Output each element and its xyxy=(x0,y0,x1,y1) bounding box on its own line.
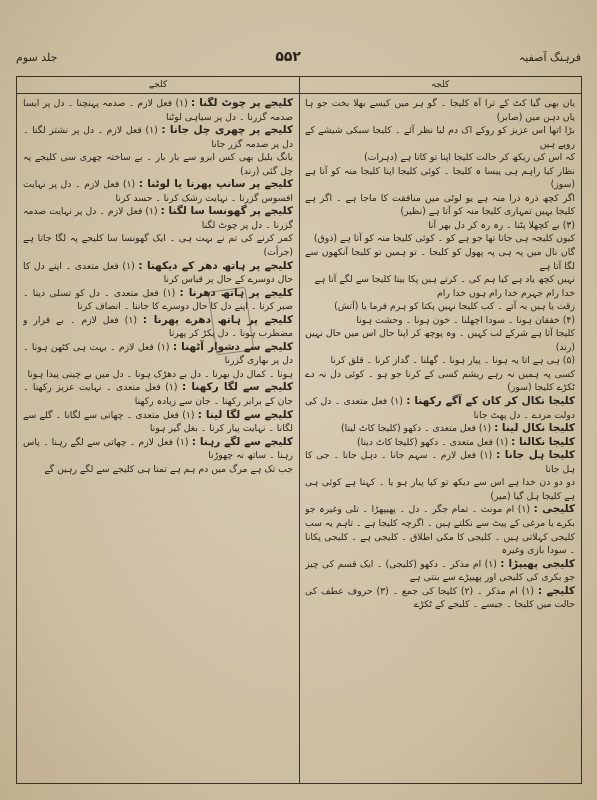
dictionary-entry: (۵) ہی ہے اتا یہ ہونا ۔ پیار ہونا ۔ گھلنا ۔ گداز کرنا ۔ قلق کرنا xyxy=(330,355,575,367)
column-divider xyxy=(299,77,300,783)
page-number: ۵۵۲ xyxy=(275,49,301,65)
dictionary-entry: کلیجے پر ہاتھ دھرنا : (۱) فعل متعدی ۔ دل کو تسلی دینا ۔ صبر کرنا ۔ اپنے دل کا حال دوسرے کا جاننا ۔ انصاف کرنا xyxy=(23,286,293,313)
dictionary-entry: کلیجے پر چوٹ لگنا : (۱) فعل لازم ۔ صدمہ پہنچنا ۔ دل پر ایسا صدمہ گزرنا ۔ دل پر سیاہی لوٹنا xyxy=(23,97,293,123)
dictionary-entry: ہونا ۔ کمال دل بھرنا ۔ دل بے دھڑک ہونا ۔ دل میں بے چینی پیدا ہونا xyxy=(27,368,293,380)
headword: کلیجے پر ہاتھ دھر کے دیکھنا : xyxy=(138,259,293,272)
dictionary-entry: کیوں کلیجہ ہی جاتا تھا جو ہے کو ۔ کوئی کلیجا منہ کو آتا ہے (ذوق) xyxy=(313,233,575,245)
dictionary-entry: کلیجے پر ہاتھ دھر کے دیکھنا : (۱) فعل متعدی ۔ اپنے دل کا حال دوسرے کے حال پر قیاس کرنا xyxy=(23,259,293,286)
dictionary-entry: گاں نال میں پہ ہی پہ پھول کو کلیجا ۔ تو ہمیں تو کلیجا آنکھوں سے لگا آتا ہے xyxy=(305,247,575,272)
dictionary-entry: کلیجے : (۱) ام مذکر ۔ (۲) کلیجا کی جمع ۔ (۳) حروف عطف کی حالت میں کلیجا ۔ جیسے ۔ کلیجے کے ٹکڑے xyxy=(305,584,575,611)
headword: کلیجا نکال لینا : xyxy=(494,422,575,435)
dictionary-entry: کلیجے پر سانپ پھرنا یا لوٹنا : (۱) فعل لازم ۔ دل پر نہایت افسوس گزرنا ۔ نہایت رشک کرنا ۔ حسد کرنا xyxy=(23,178,293,204)
dictionary-entry: کلیجے سے لگا رکھنا : (۱) فعل متعدی ۔ نہایت عزیز رکھنا ۔ جان کے برابر رکھنا ۔ جان سے زیادہ رکھنا xyxy=(23,381,293,408)
headword: کلیجے پر گھونسا سا لگنا : xyxy=(160,205,293,218)
headword: کلیجے : xyxy=(537,584,575,597)
dictionary-entry: کلیجی : (۱) ام مونث ۔ تمام جگر ۔ دل ۔ پھیپھڑا ۔ تلی وغیرہ جو بکرے یا مرغی کے پیٹ سے نکلتے ہیں ۔ اگرچہ کلیجا ہے ۔ تاہم یہ سب کلیجی کہلاتی ہیں ۔ کلیجی کا مکی اطلاق ۔ کلیجی ہے ۔ کلیجی پکانا ۔ سودا بازی وغیرہ xyxy=(305,503,575,557)
headword: کلیجے پر سانپ پھرنا یا لوٹنا : xyxy=(138,178,293,191)
dictionary-entry: کلیجے سے دشوار آٹھنا : (۱) فعل لازم ۔ بہت ہی کٹھن ہونا ۔ دل پر بھاری گزرنا xyxy=(23,340,293,367)
headword: کلیجا ہل جانا : xyxy=(496,449,575,462)
headword: کلیجے سے لگا رکھنا : xyxy=(182,381,293,394)
dictionary-entry: کلیجی پھیپڑا : (۱) ام مذکر ۔ دکھو (کلیجی) ۔ ایک قسم کی چیز جو بکری کی کلیجی اور پھیپڑے سے بنتی ہے xyxy=(305,557,575,584)
headword: کلیجے پر ہاتھ دھرنا : xyxy=(179,286,293,299)
headword: کلیجا نکال کر کان کے آگے رکھنا : xyxy=(406,395,575,408)
dictionary-entry: جب تک ہے مرگ میں دم ہم ہے تمنا ہی کلیجے سے لگے رہیں گے xyxy=(44,463,293,475)
dictionary-entry: اگر کچھ ذرہ ذرا منہ ہے یو لوٹی میں منافقت کا ماجا ہے ۔ اگر ہے کلیجا یہیں تمہاری کلیجا منہ کو آتا ہے (نظیر) xyxy=(305,192,575,218)
dictionary-entry: خدا رام جہرم خدا رام ہوں خدا رام xyxy=(437,287,575,299)
headword: کلیجی : xyxy=(533,503,575,516)
headword: کلیجے پر چوٹ لگنا : xyxy=(191,97,293,109)
dictionary-entry: کلیجا نکال کر کان کے آگے رکھنا : (۱) فعل متعدی ۔ دل کی دولت مردے ۔ دل پھٹ جانا xyxy=(305,395,575,421)
dictionary-entry: کہ اس کی ریکھ کر حالت کلیجا اپنا تو کاتا ہے (دہرات) xyxy=(364,152,575,164)
headword: کلیجے پر ہاتھ دھرے پھرنا : xyxy=(142,313,293,326)
left-column xyxy=(23,97,293,777)
headword: کلیجے سے لگا لینا : xyxy=(197,408,293,421)
dictionary-entry: کلیجے پر چھری چل جانا : (۱) فعل لازم ۔ دل پر نشتر لگنا ۔ دل پر صدمہ گزر جانا xyxy=(23,124,293,150)
dictionary-entry: زقت یا ہیں بہ آتے ۔ کب کلیجا نہیں پکتا کو ہرم فرما یا (آتش) xyxy=(334,301,575,313)
dictionary-entry: دو دو دن خدا ہے اس سے دیکھ تو کپا پیار ہو یا ۔ کہتا ہے کوئی ہی ہے کلیجا ہل گیا (میر) xyxy=(305,477,575,502)
dictionary-entry: کلیجے پر ہاتھ دھرے پھرنا : (۱) فعل لازم ۔ بے قرار و مضطرب ہونا ۔ دل پکڑ کر پھرنا xyxy=(23,313,293,340)
dictionary-entry: کلیجا آتا ہے شرکے لب کہیں ۔ وہ پوچھ کر اپنا حال اس میں حال نہیں (رند) xyxy=(305,328,575,353)
right-column xyxy=(305,97,575,777)
dictionary-entry: کمر کرنے کی تم نے بہت ہی ۔ ایک گھونسا سا کلیجے پہ لگا جاتا ہے (جرأت) xyxy=(23,233,293,259)
dictionary-entry: (۳) بے کچھلا پٹنا ۔ رہ رہ کر دل بھر آنا xyxy=(428,219,575,231)
dictionary-entry: نہیں کچھ یاد ہے کیا ہم کی ۔ کرتے ہیں پکا بیتا کلیجا سے لگے آتا ہے xyxy=(314,274,575,286)
headword: کلیجے سے لگے رہنا : xyxy=(191,435,293,448)
dictionary-entry: کلیجے سے لگا لینا : (۱) فعل متعدی ۔ چھاتی سے لگانا ۔ گلے سے لگانا ۔ نہایت پیار کرنا ۔ بغل گیر ہونا xyxy=(23,408,293,435)
dictionary-entry: یاں بھی گیا کٹ کے ترا آہ کلیجا ۔ گو ہر میں کیسے بھلا بخت جو ہا یاں دہن میں (صابر) xyxy=(305,98,575,123)
headword: کلیجے پر چھری چل جانا : xyxy=(161,124,293,137)
dictionary-entry: کلیجا نکال لینا : (۱) فعل متعدی ۔ دکھو (کلیجا کاٹ لینا) xyxy=(340,422,575,435)
right-column-header: کلجہ xyxy=(299,77,581,94)
dictionary-entry: کلیجا ہل جانا : (۱) فعل لازم ۔ سہم جانا ۔ دہل جانا ۔ جی کا ہل جانا xyxy=(305,449,575,475)
text-frame xyxy=(16,76,582,784)
dictionary-entry: بڑا اتھا اس عزیز کو روکے اک دم لیا نظر آئے ۔ کلیجا سبکی شیشے کے روپے ہیں xyxy=(305,125,575,150)
dictionary-entry: کلیجا نکالنا : (۱) فعل متعدی ۔ دکھو (کلیجا کاٹ دینا) xyxy=(356,435,575,448)
volume-label: جلد سوم xyxy=(16,50,58,64)
dictionary-entry: کلیجے سے لگے رہنا : (۱) فعل لازم ۔ چھاتی سے لگے رہنا ۔ پاس رہنا ۔ ساتھ نہ چھوڑنا xyxy=(23,435,293,462)
dictionary-entry: کسی پہ ہمیں نہ رہے ریشم کسی کے کرنا جو ہو ۔ کوئی دل نہ دے ٹکڑے کلیجا (سوز) xyxy=(305,368,575,394)
dictionary-entry: (۴) خفقان ہونا ۔ سودا اچھلنا ۔ خون ہونا ۔ وحشت ہونا xyxy=(356,314,575,326)
dictionary-entry: کلیجے پر گھونسا سا لگنا : (۱) فعل لازم ۔ دل پر نہایت صدمہ گزرنا ۔ دل پر چوٹ لگنا xyxy=(23,205,293,231)
dictionary-entry: بانگ بلبل بھی کس ابرو سے بار بار ۔ بے ساختہ چھری سی کلیجے پہ چل گئی (رند) xyxy=(23,152,293,177)
left-column-header: کلجے xyxy=(17,77,299,94)
headword: کلیجے سے دشوار آٹھنا : xyxy=(172,340,293,353)
headword: کلیجی پھیپڑا : xyxy=(500,557,575,570)
dictionary-entry: نظار کیا راہم ہی پیسا ہ کلیجا ۔ کوئی کلیجا اپنا کلیجا منہ کو آتا ہے (سوز) xyxy=(305,165,575,191)
running-title: فرہنگ آصفیہ xyxy=(518,50,581,64)
page-header xyxy=(16,40,581,74)
headword: کلیجا نکالنا : xyxy=(511,435,575,448)
